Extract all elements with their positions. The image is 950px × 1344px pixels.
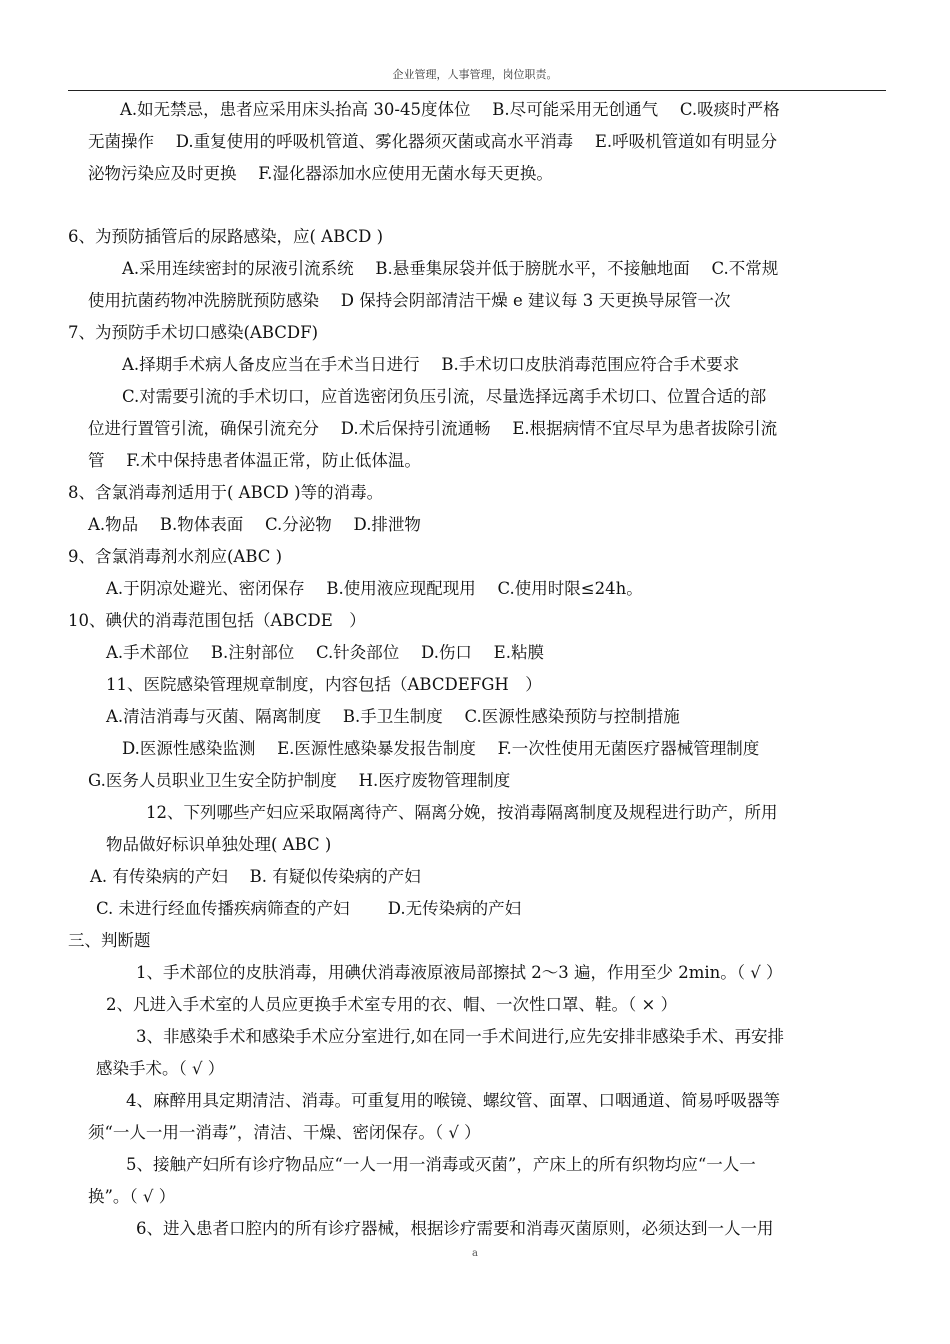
question-7: 7、为预防手术切口感染(ABCDF) <box>68 323 319 342</box>
question-6: 6、为预防插管后的尿路感染，应( ABCD ) <box>68 227 384 246</box>
text-line: 泌物污染应及时更换 F.湿化器添加水应使用无菌水每天更换。 <box>88 164 553 183</box>
page-header: 企业管理，人事管理，岗位职责。 <box>392 68 558 81</box>
judgment-1: 1、手术部位的皮肤消毒，用碘伏消毒液原液局部擦拭 2～3 遍，作用至少 2min。（ √ ） <box>136 963 783 982</box>
header-rule <box>68 90 886 91</box>
text-line: 物品做好标识单独处理( ABC ) <box>106 835 332 854</box>
section-heading: 三、判断题 <box>68 931 151 950</box>
text-line: 使用抗菌药物冲洗膀胱预防感染 D 保持会阴部清洁干燥 e 建议每 3 天更换导尿管一次 <box>88 291 731 310</box>
judgment-2: 2、凡进入手术室的人员应更换手术室专用的衣、帽、一次性口罩、鞋。（ × ） <box>106 995 678 1014</box>
text-line: 管 F.术中保持患者体温正常，防止低体温。 <box>88 451 421 470</box>
text-line: G.医务人员职业卫生安全防护制度 H.医疗废物管理制度 <box>88 771 511 790</box>
text-line: C.对需要引流的手术切口，应首选密闭负压引流，尽量选择远离手术切口、位置合适的部 <box>122 387 767 406</box>
judgment-5: 5、接触产妇所有诊疗物品应“一人一用一消毒或灭菌”，产床上的所有织物均应“一人一 <box>126 1155 756 1174</box>
text-line: A.择期手术病人备皮应当在手术当日进行 B.手术切口皮肤消毒范围应符合手术要求 <box>122 355 740 374</box>
question-10: 10、碘伏的消毒范围包括（ABCDE ） <box>68 611 366 630</box>
text-line: A.如无禁忌，患者应采用床头抬高 30-45度体位 B.尽可能采用无创通气 C.吸痰时严格 <box>120 100 780 119</box>
text-line: A.于阴凉处避光、密闭保存 B.使用液应现配现用 C.使用时限≤24h。 <box>106 579 643 598</box>
text-line: 换”。（ √ ） <box>88 1187 176 1206</box>
text-line: C. 未进行经血传播疾病筛查的产妇 D.无传染病的产妇 <box>96 899 522 918</box>
text-line: A.物品 B.物体表面 C.分泌物 D.排泄物 <box>88 515 421 534</box>
text-line: A.采用连续密封的尿液引流系统 B.悬垂集尿袋并低于膀胱水平，不接触地面 C.不常规 <box>122 259 779 278</box>
question-9: 9、含氯消毒剂水剂应(ABC ) <box>68 547 283 566</box>
judgment-6: 6、进入患者口腔内的所有诊疗器械，根据诊疗需要和消毒灭菌原则，必须达到一人一用 <box>136 1219 774 1238</box>
question-8: 8、含氯消毒剂适用于( ABCD )等的消毒。 <box>68 483 384 502</box>
text-line: A. 有传染病的产妇 B. 有疑似传染病的产妇 <box>90 867 421 886</box>
page-footer: a <box>472 1248 478 1259</box>
text-line: 位进行置管引流，确保引流充分 D.术后保持引流通畅 E.根据病情不宜尽早为患者拔除引流 <box>88 419 778 438</box>
text-line: A.手术部位 B.注射部位 C.针灸部位 D.伤口 E.粘膜 <box>106 643 544 662</box>
text-line: 须“一人一用一消毒”，清洁、干燥、密闭保存。（ √ ） <box>88 1123 481 1142</box>
judgment-3: 3、非感染手术和感染手术应分室进行,如在同一手术间进行,应先安排非感染手术、再安排 <box>136 1027 784 1046</box>
question-12: 12、下列哪些产妇应采取隔离待产、隔离分娩，按消毒隔离制度及规程进行助产，所用 <box>146 803 778 822</box>
judgment-4: 4、麻醉用具定期清洁、消毒。可重复用的喉镜、螺纹管、面罩、口咽通道、简易呼吸器等 <box>126 1091 780 1110</box>
question-11: 11、医院感染管理规章制度，内容包括（ABCDEFGH ） <box>106 675 542 694</box>
text-line: 无菌操作 D.重复使用的呼吸机管道、雾化器须灭菌或高水平消毒 E.呼吸机管道如有明显分 <box>88 132 778 151</box>
text-line: D.医源性感染监测 E.医源性感染暴发报告制度 F.一次性使用无菌医疗器械管理制度 <box>122 739 760 758</box>
text-line: 感染手术。（ √ ） <box>96 1059 225 1078</box>
text-line: A.清洁消毒与灭菌、隔离制度 B.手卫生制度 C.医源性感染预防与控制措施 <box>106 707 680 726</box>
